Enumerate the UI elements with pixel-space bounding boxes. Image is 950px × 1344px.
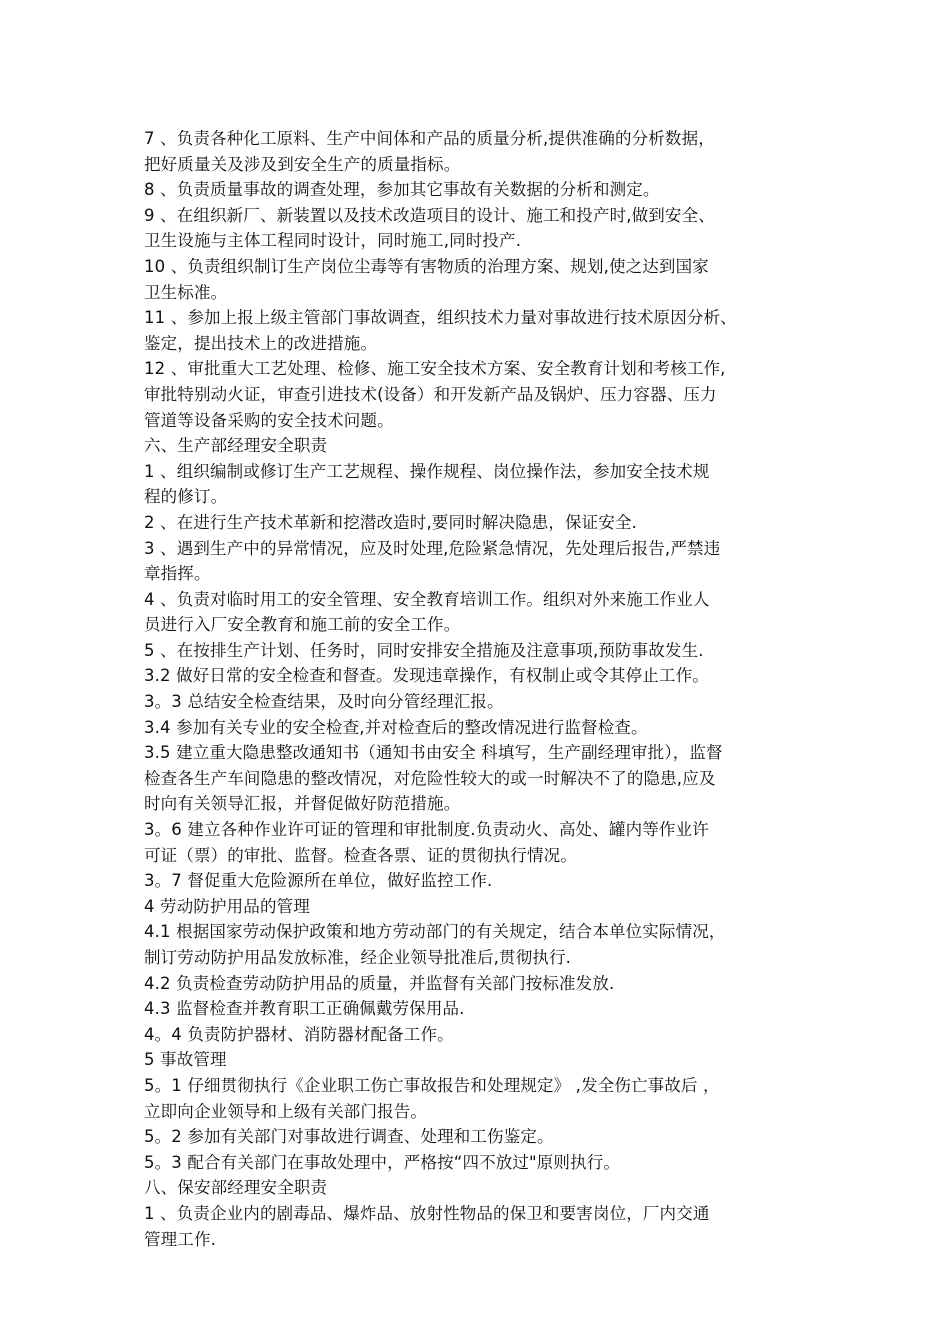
- text-line: 卫生标准。: [144, 282, 228, 302]
- section-heading: 八、保安部经理安全职责: [144, 1178, 328, 1198]
- text-line: 5 、在按排生产计划、任务时，同时安排安全措施及注意事项,预防事故发生.: [144, 640, 704, 660]
- text-line: 8 、负责质量事故的调查处理，参加其它事故有关数据的分析和测定。: [144, 180, 660, 200]
- text-line: 12 、审批重大工艺处理、检修、施工安全技术方案、安全教育计划和考核工作,: [144, 359, 726, 379]
- text-line: 管理工作.: [144, 1229, 216, 1249]
- text-line: 卫生设施与主体工程同时设计，同时施工,同时投产.: [144, 231, 522, 251]
- text-line: 3。6 建立各种作业许可证的管理和审批制度.负责动火、高处、罐内等作业许: [144, 820, 709, 840]
- text-line: 审批特别动火证，审查引进技术(设备）和开发新产品及锅炉、压力容器、压力: [144, 384, 717, 404]
- text-line: 5。3 配合有关部门在事故处理中，严格按“四不放过"原则执行。: [144, 1152, 621, 1172]
- text-line: 4。4 负责防护器材、消防器材配备工作。: [144, 1024, 454, 1044]
- text-line: 3。3 总结安全检查结果，及时向分管经理汇报。: [144, 692, 504, 712]
- text-line: 3 、遇到生产中的异常情况，应及时处理,危险紧急情况，先处理后报告,严禁违: [144, 538, 721, 558]
- text-line: 制订劳动防护用品发放标准，经企业领导批准后,贯彻执行.: [144, 948, 572, 967]
- text-line: 1 、负责企业内的剧毒品、爆炸品、放射性物品的保卫和要害岗位，厂内交通: [144, 1203, 710, 1223]
- text-line: 1 、组织编制或修订生产工艺规程、操作规程、岗位操作法，参加安全技术规: [144, 461, 710, 481]
- section-heading: 六、生产部经理安全职责: [144, 436, 328, 456]
- text-line: 检查各生产车间隐患的整改情况，对危险性较大的或一时解决不了的隐患,应及: [144, 768, 716, 788]
- text-line: 可证（票）的审批、监督。检查各票、证的贯彻执行情况。: [144, 845, 577, 865]
- text-line: 把好质量关及涉及到安全生产的质量指标。: [144, 154, 461, 174]
- text-line: 7 、负责各种化工原料、生产中间体和产品的质量分析,提供准确的分析数据，: [144, 129, 715, 148]
- text-line: 鉴定，提出技术上的改进措施。: [144, 333, 378, 353]
- text-line: 2 、在进行生产技术革新和挖潜改造时,要同时解决隐患，保证安全.: [144, 512, 638, 532]
- text-line: 3.5 建立重大隐患整改通知书（通知书由安全 科填写，生产副经理审批），监督: [144, 743, 723, 763]
- text-line: 4.3 监督检查并教育职工正确佩戴劳保用品.: [144, 999, 465, 1019]
- text-line: 立即向企业领导和上级有关部门报告。: [144, 1101, 428, 1121]
- text-line: 10 、负责组织制订生产岗位尘毒等有害物质的治理方案、规划,使之达到国家: [144, 256, 709, 276]
- text-line: 员进行入厂安全教育和施工前的安全工作。: [144, 615, 461, 635]
- text-line: 9 、在组织新厂、新装置以及技术改造项目的设计、施工和投产时,做到安全、: [144, 205, 715, 225]
- text-line: 5。2 参加有关部门对事故进行调查、处理和工伤鉴定。: [144, 1127, 554, 1147]
- text-line: 3。7 督促重大危险源所在单位，做好监控工作.: [144, 871, 493, 891]
- text-line: 3.4 参加有关专业的安全检查,并对检查后的整改情况进行监督检查。: [144, 717, 648, 737]
- text-line: 3.2 做好日常的安全检查和督查。发现违章操作，有权制止或令其停止工作。: [144, 666, 709, 686]
- document-body: [144, 126, 824, 1252]
- text-line: 4.2 负责检查劳动防护用品的质量，并监督有关部门按标准发放.: [144, 973, 615, 993]
- text-line: 时向有关领导汇报，并督促做好防范措施。: [144, 794, 461, 814]
- text-line: 4.1 根据国家劳动保护政策和地方劳动部门的有关规定，结合本单位实际情况，: [144, 922, 726, 942]
- text-line: 管道等设备采购的安全技术问题。: [144, 410, 394, 430]
- section-heading: 5 事故管理: [144, 1050, 227, 1070]
- text-line: 11 、参加上报上级主管部门事故调查，组织技术力量对事故进行技术原因分析、: [144, 308, 737, 328]
- text-line: 4 、负责对临时用工的安全管理、安全教育培训工作。组织对外来施工作业人: [144, 589, 710, 609]
- text-line: 章指挥。: [144, 564, 211, 584]
- section-heading: 4 劳动防护用品的管理: [144, 896, 310, 916]
- text-line: 程的修订。: [144, 487, 228, 507]
- text-line: 5。1 仔细贯彻执行《企业职工伤亡事故报告和处理规定》 ,发全伤亡事故后 ，: [144, 1075, 720, 1095]
